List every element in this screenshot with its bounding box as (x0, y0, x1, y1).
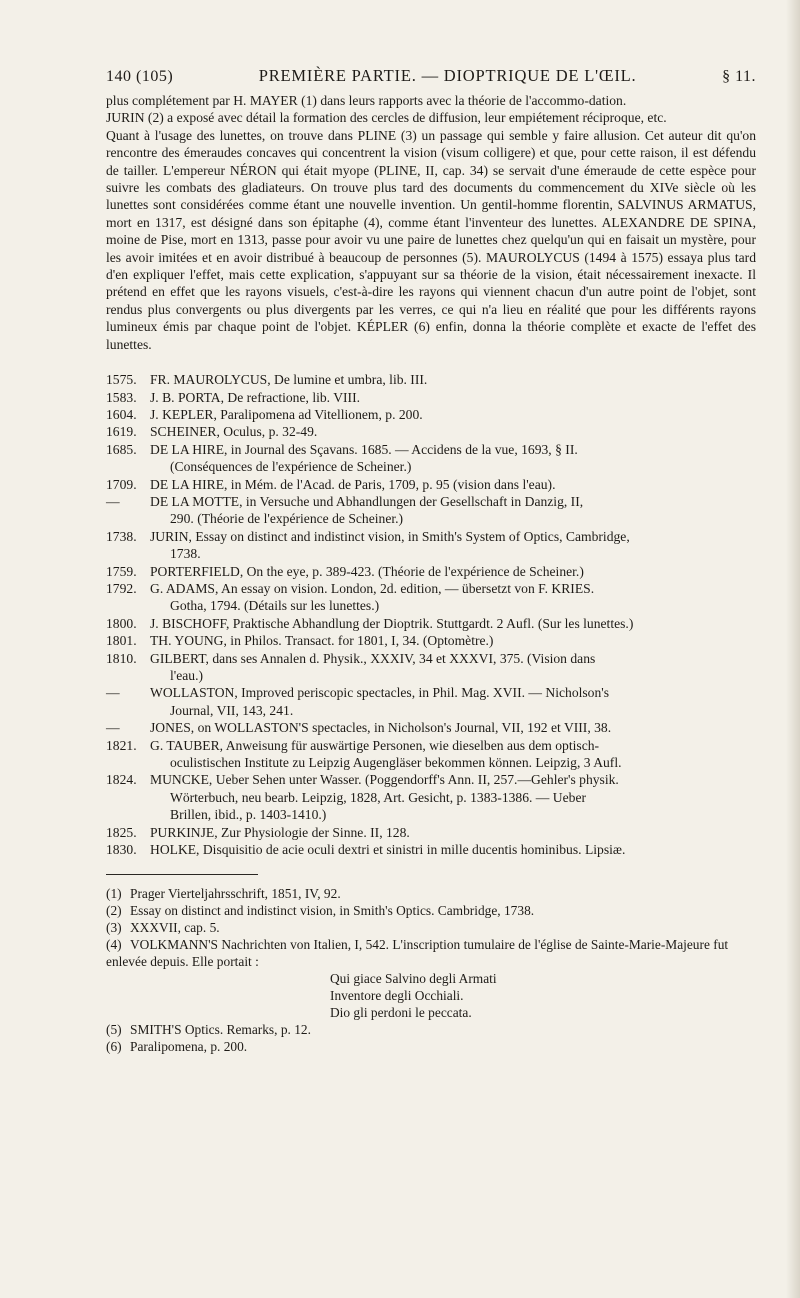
entry-line: DE LA HIRE, in Journal des Sçavans. 1685. — Accidens de la vue, 1693, § II. (150, 441, 578, 457)
entry-text (150, 580, 756, 615)
footnote-2: (2) Essay on distinct and indistinct vision, in Smith's Optics. Cambridge, 1738. (106, 903, 535, 919)
entry-year: 1821. (106, 737, 137, 753)
footnote-1: (1) Prager Vierteljahrsschrift, 1851, IV, 92. (106, 886, 341, 902)
entry-text (150, 684, 756, 719)
footnote-4: (4) VOLKMANN'S Nachrichten von Italien, I, 542. L'inscription tumulaire de l'église de Sainte-Marie-Majeure fut enlevée depuis. Elle portait : (106, 937, 729, 970)
entry-line: J. B. PORTA, De refractione, lib. VIII. (150, 389, 361, 405)
entry-line: (Conséquences de l'expérience de Scheiner.) (170, 459, 412, 475)
paragraph-2: JURIN (2) a exposé avec détail la formation des cercles de diffusion, leur empiétement réciproque, etc. (106, 110, 667, 126)
bibliography-entry (106, 824, 756, 841)
entry-text (150, 371, 756, 388)
entry-text (150, 406, 756, 423)
entry-line: PURKINJE, Zur Physiologie der Sinne. II, 128. (150, 824, 410, 840)
bibliography-list (106, 371, 756, 858)
running-title: PREMIÈRE PARTIE. — DIOPTRIQUE DE L'ŒIL. (258, 66, 637, 85)
footnote-5: (5) SMITH'S Optics. Remarks, p. 12. (106, 1022, 311, 1038)
bibliography-entry (106, 719, 756, 736)
entry-line: Journal, VII, 143, 241. (170, 702, 294, 718)
entry-line: J. KEPLER, Paralipomena ad Vitellionem, p. 200. (150, 406, 423, 422)
section-number: § 11. (722, 68, 756, 85)
entry-year: 1604. (106, 406, 137, 422)
bibliography-entry (106, 841, 756, 858)
entry-year: 1575. (106, 372, 137, 388)
entry-line: FR. MAUROLYCUS, De lumine et umbra, lib. III. (150, 372, 428, 388)
entry-text (150, 389, 756, 406)
bibliography-entry (106, 406, 756, 423)
entry-year: — (106, 493, 120, 509)
entry-line: HOLKE, Disquisitio de acie oculi dextri et sinistri in mille ducentis hominibus. Lipsiæ. (150, 842, 626, 858)
entry-text (150, 528, 756, 563)
entry-text (150, 771, 756, 823)
entry-text (150, 441, 756, 476)
running-header (106, 66, 756, 86)
entry-line: GILBERT, dans ses Annalen d. Physik., XXXIV, 34 et XXXVI, 375. (Vision dans (150, 650, 596, 666)
entry-text (150, 423, 756, 440)
bibliography-entry (106, 563, 756, 580)
bibliography-entry (106, 476, 756, 493)
entry-line: J. BISCHOFF, Praktische Abhandlung der Dioptrik. Stuttgardt. 2 Aufl. (Sur les lunettes.) (150, 615, 634, 631)
bibliography-entry (106, 423, 756, 440)
bibliography-entry (106, 389, 756, 406)
entry-year: — (106, 720, 120, 736)
inscription-line-2: Inventore degli Occhiali. (330, 988, 464, 1004)
entry-line: Wörterbuch, neu bearb. Leipzig, 1828, Art. Gesicht, p. 1383-1386. — Ueber (170, 789, 587, 805)
entry-year: 1685. (106, 441, 137, 457)
bibliography-entry (106, 493, 756, 528)
entry-line: l'eau.) (170, 668, 204, 683)
bibliography-entry (106, 632, 756, 649)
entry-text (150, 476, 756, 493)
page-number: 140 (105) (106, 68, 174, 85)
entry-text (150, 841, 756, 858)
entry-line: WOLLASTON, Improved periscopic spectacles, in Phil. Mag. XVII. — Nicholson's (150, 685, 610, 701)
footnote-6: (6) Paralipomena, p. 200. (106, 1039, 248, 1055)
entry-year: 1800. (106, 615, 137, 631)
entry-line: oculistischen Institute zu Leipzig Augengläser bekommen können. Leipzig, 3 Aufl. (170, 755, 622, 771)
entry-year: 1709. (106, 476, 137, 492)
entry-text (150, 719, 756, 736)
entry-line: Brillen, ibid., p. 1403-1410.) (170, 807, 327, 823)
entry-year: 1738. (106, 528, 137, 544)
entry-text (150, 824, 756, 841)
entry-text (150, 632, 756, 649)
bibliography-entry (106, 371, 756, 388)
entry-line: G. TAUBER, Anweisung für auswärtige Personen, wie dieselben aus dem optisch- (150, 737, 600, 753)
page-edge (786, 0, 800, 1298)
inscription-line-1: Qui giace Salvino degli Armati (330, 971, 497, 987)
bibliography-entry (106, 771, 756, 823)
entry-year: 1619. (106, 424, 137, 440)
entry-year: 1583. (106, 389, 137, 405)
paragraph-3: Quant à l'usage des lunettes, on trouve dans PLINE (3) un passage qui semble y faire allusion. Cet auteur dit qu'on rencontre des émeraudes concaves qui concentrent la vision (visum colligere) et que, pour cette raison, il est défendu de tailler. L'empereur NÉRON qui était myope (PLINE, II, cap. 34) se servait d'une émeraude de cette espèce pour suivre les combats des gladiateurs. On trouve plus tard des documents du commencement du XIVe siècle où les lunettes sont considérées comme étant une nouvelle invention. Un gentil-homme florentin, SALVINUS ARMATUS, mort en 1317, est désigné dans son épitaphe (4), comme étant l'inventeur des lunettes. ALEXANDRE DE SPINA, moine de Pise, mort en 1313, passe pour avoir vu une paire de lunettes chez quelqu'un qui en faisait un mystère, pour les avoir imitées et en avoir distribué à beaucoup de personnes (5). MAUROLYCUS (1494 à 1575) essaya plus tard d'en expliquer l'effet, mais cette explication, s'appuyant sur sa théorie de la vision, était nécessairement inexacte. Il prétend en effet que les rayons visuels, c'est-à-dire les rayons qui viennent chacun d'un autre point de l'objet, sont rendus plus convergents ou plus divergents par les verres, ce qui n'a lieu en réalité que pour les différents rayons lumineux émis par chaque point de l'objet. KÉPLER (6) enfin, donna la théorie complète et exacte de l'effet des lunettes. (106, 127, 756, 352)
entry-year: 1792. (106, 580, 137, 596)
footnote-rule (106, 874, 258, 875)
bibliography-entry (106, 580, 756, 615)
entry-year: 1825. (106, 824, 137, 840)
bibliography-entry (106, 615, 756, 632)
bibliography-entry (106, 441, 756, 476)
entry-year: — (106, 685, 120, 701)
entry-year: 1830. (106, 842, 137, 858)
entry-text (150, 493, 756, 528)
bibliography-entry (106, 684, 756, 719)
entry-line: G. ADAMS, An essay on vision. London, 2d. edition, — übersetzt von F. KRIES. (150, 580, 595, 596)
entry-line: 290. (Théorie de l'expérience de Scheiner.) (170, 511, 404, 527)
entry-text (150, 650, 756, 685)
entry-text (150, 563, 756, 580)
entry-line: PORTERFIELD, On the eye, p. 389-423. (Théorie de l'expérience de Scheiner.) (150, 563, 584, 579)
entry-line: JURIN, Essay on distinct and indistinct vision, in Smith's System of Optics, Cambridge, (150, 528, 630, 544)
entry-year: 1824. (106, 772, 137, 788)
entry-line: MUNCKE, Ueber Sehen unter Wasser. (Poggendorff's Ann. II, 257.—Gehler's physik. (150, 772, 619, 788)
bibliography-entry (106, 528, 756, 563)
entry-line: SCHEINER, Oculus, p. 32-49. (150, 424, 318, 440)
entry-year: 1801. (106, 633, 137, 649)
entry-line: Gotha, 1794. (Détails sur les lunettes.) (170, 598, 380, 614)
footnote-3: (3) XXXVII, cap. 5. (106, 920, 220, 936)
inscription-line-3: Dio gli perdoni le peccata. (330, 1005, 472, 1021)
entry-line: 1738. (170, 546, 201, 562)
footnotes (106, 885, 756, 1055)
entry-line: DE LA HIRE, in Mém. de l'Acad. de Paris, 1709, p. 95 (vision dans l'eau). (150, 476, 556, 492)
bibliography-entry (106, 737, 756, 772)
entry-line: TH. YOUNG, in Philos. Transact. for 1801, I, 34. (Optomètre.) (150, 633, 494, 649)
entry-year: 1759. (106, 563, 137, 579)
bibliography-entry (106, 650, 756, 685)
entry-text (150, 615, 756, 632)
entry-year: 1810. (106, 650, 137, 666)
entry-line: DE LA MOTTE, in Versuche und Abhandlungen der Gesellschaft in Danzig, II, (150, 493, 584, 509)
paragraph-1: plus complétement par H. MAYER (1) dans leurs rapports avec la théorie de l'accommo-dation. (106, 93, 627, 108)
entry-text (150, 737, 756, 772)
entry-line: JONES, on WOLLASTON'S spectacles, in Nicholson's Journal, VII, 192 et VIII, 38. (150, 720, 612, 736)
